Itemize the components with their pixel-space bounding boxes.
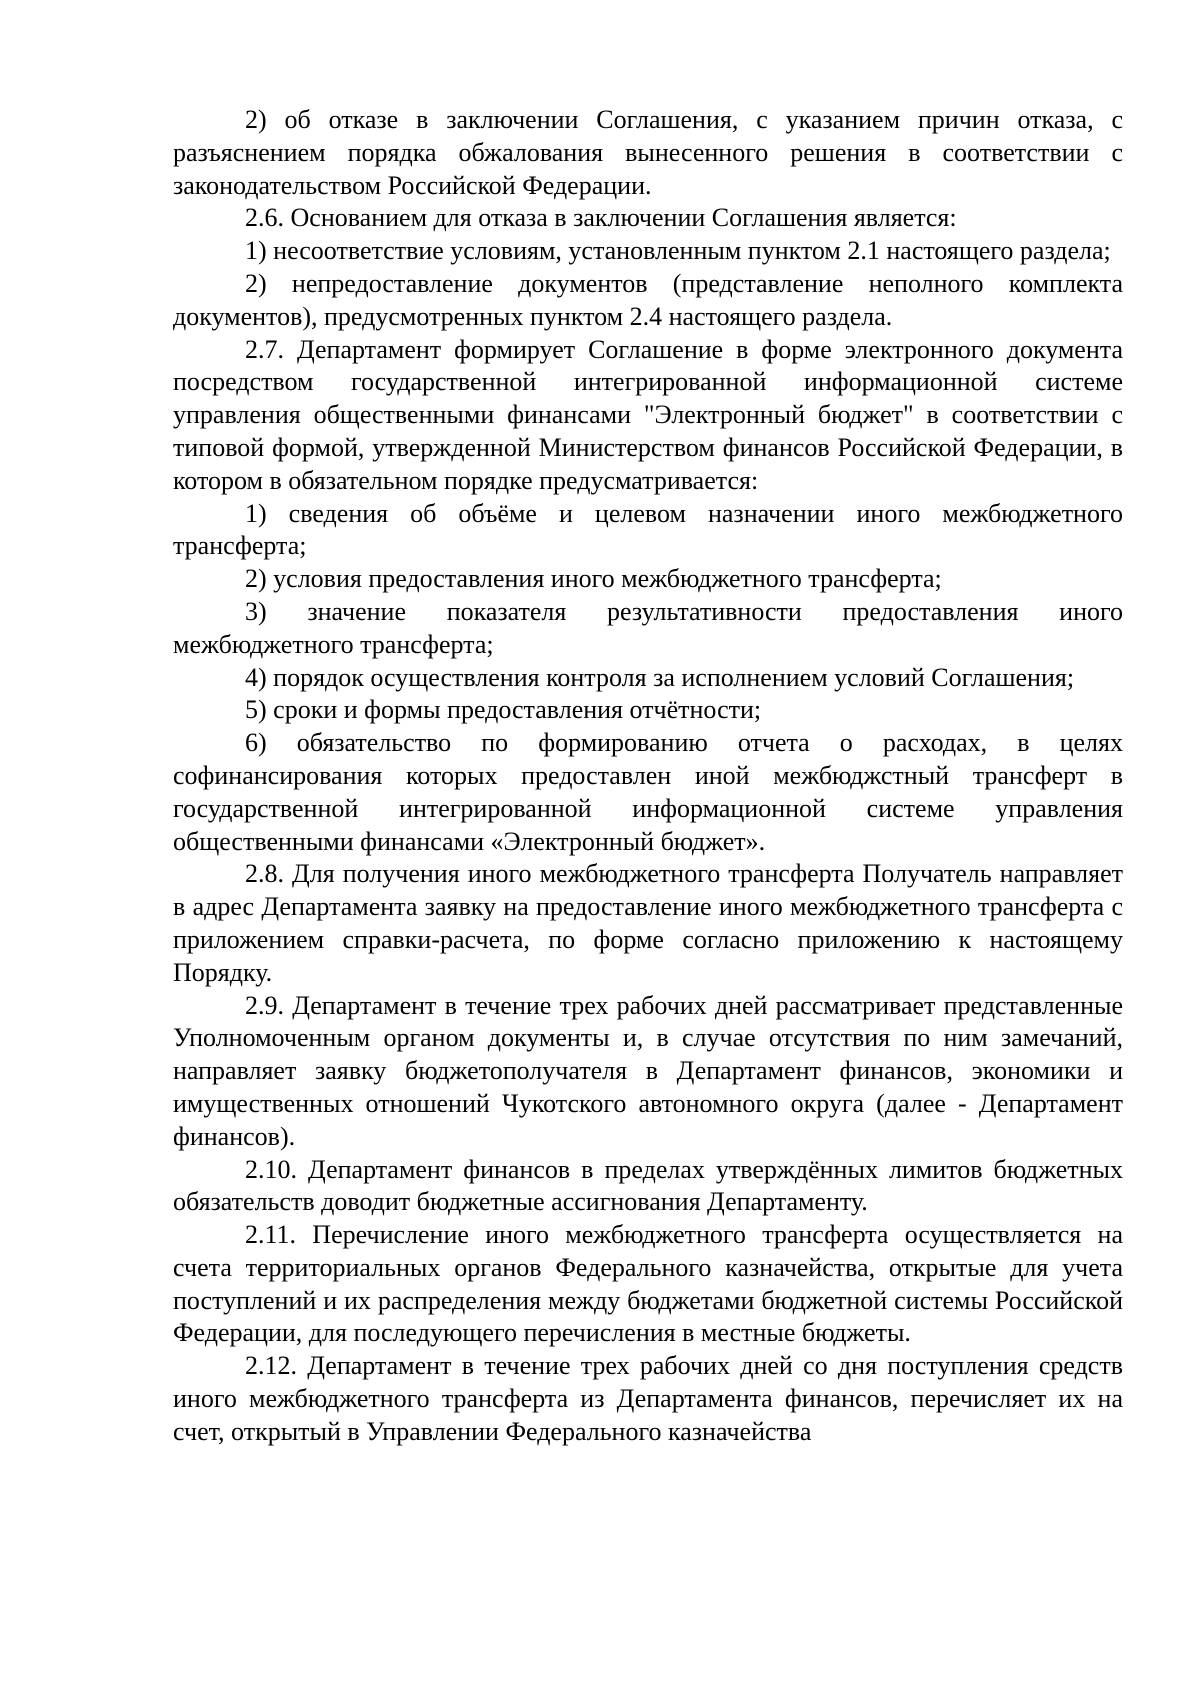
paragraph-2-6: 2.6. Основанием для отказа в заключении Соглашения является: — [245, 203, 957, 233]
paragraph-2-7-item-2: 2) условия предоставления иного межбюджетного трансферта; — [245, 564, 942, 594]
paragraph-2-11: 2.11. Перечисление иного межбюджетного трансферта осуществляется на счета территориальных органов Федерального казначейства, открытые для учета поступлений и их распределения между бюджетами бюджетной системы Российской Федерации, для последующего перечисления в местные бюджеты. — [173, 1220, 1123, 1348]
paragraph-2-8: 2.8. Для получения иного межбюджетного трансферта Получатель направляет в адрес Департамента заявку на предоставление иного межбюджетного трансферта с приложением справки-расчета, по форме согласно приложению к настоящему Порядку. — [173, 859, 1123, 987]
paragraph-2-7-item-1: 1) сведения об объёме и целевом назначении иного межбюджетного трансферта; — [173, 498, 1123, 561]
paragraph-2-7-item-6: 6) обязательство по формированию отчета о расходах, в целях софинансирования которых предоставлен иной межбюджстный трансферт в государственной интегрированной информационной системе управления общественными финансами «Электронный бюджет». — [173, 728, 1123, 856]
paragraph-2-6-item-2: 2) непредоставление документов (представление неполного комплекта документов), предусмотренных пунктом 2.4 настоящего раздела. — [173, 268, 1123, 331]
paragraph-2-9: 2.9. Департамент в течение трех рабочих дней рассматривает представленные Уполномоченным органом документы и, в случае отсутствия по ним замечаний, направляет заявку бюджетополучателя в Департамент финансов, экономики и имущественных отношений Чукотского автономного округа (далее - Департамент финансов). — [173, 990, 1123, 1151]
document-page — [173, 104, 1123, 1449]
paragraph-refusal-notice: 2) об отказе в заключении Соглашения, с указанием причин отказа, с разъяснением порядка обжалования вынесенного решения в соответствии с законодательством Российской Федерации. — [173, 105, 1123, 200]
paragraph-2-10: 2.10. Департамент финансов в пределах утверждённых лимитов бюджетных обязательств доводит бюджетные ассигнования Департаменту. — [173, 1154, 1123, 1217]
paragraph-2-7-item-5: 5) сроки и формы предоставления отчётности; — [245, 695, 762, 725]
paragraph-2-6-item-1: 1) несоответствие условиям, установленным пунктом 2.1 настоящего раздела; — [245, 236, 1111, 266]
paragraph-2-7: 2.7. Департамент формирует Соглашение в форме электронного документа посредством государственной интегрированной информационной системе управления общественными финансами "Электронный бюджет" в соответствии с типовой формой, утвержденной Министерством финансов Российской Федерации, в котором в обязательном порядке предусматривается: — [173, 334, 1123, 495]
paragraph-2-12: 2.12. Департамент в течение трех рабочих дней со дня поступления средств иного межбюджетного трансферта из Департамента финансов, перечисляет их на счет, открытый в Управлении Федерального казначейства — [173, 1351, 1123, 1446]
paragraph-2-7-item-4: 4) порядок осуществления контроля за исполнением условий Соглашения; — [245, 662, 1075, 692]
paragraph-2-7-item-3: 3) значение показателя результативности предоставления иного межбюджетного трансферта; — [173, 596, 1123, 659]
